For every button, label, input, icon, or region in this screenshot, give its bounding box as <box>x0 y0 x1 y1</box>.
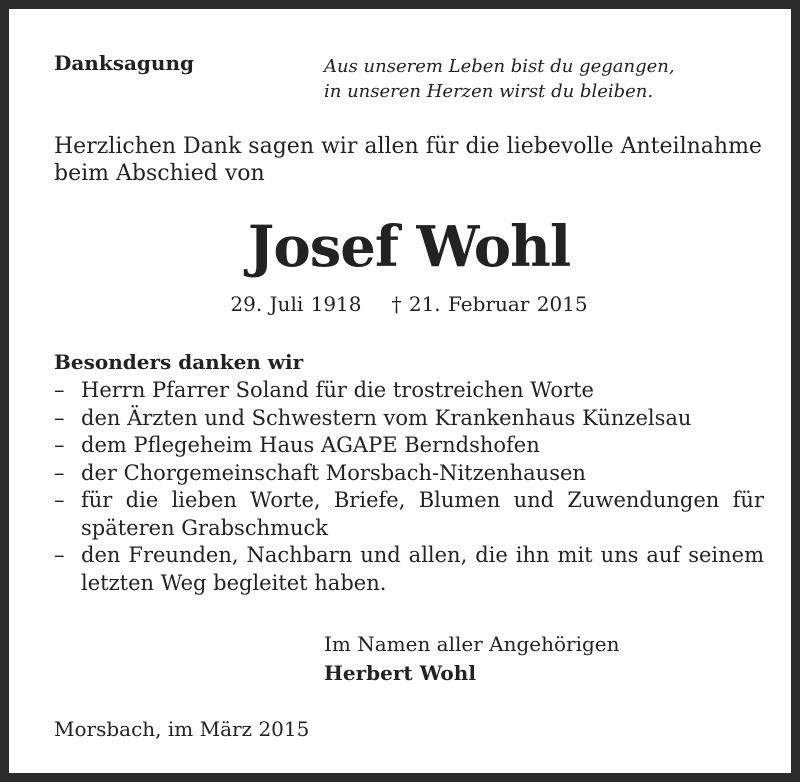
dash-marker: – <box>54 378 65 402</box>
life-dates <box>9 292 800 316</box>
motto-line: in unseren Herzen wirst du bleiben. <box>324 81 654 102</box>
thanks-title: Besonders danken wir <box>54 350 304 374</box>
list-item: – für die lieben Worte, Briefe, Blumen und Zuwendungen für späteren Grabschmuck <box>54 488 764 540</box>
list-item: – den Freunden, Nachbarn und allen, die ihn mit uns auf seinem letzten Weg begleitet haben. <box>54 543 764 595</box>
list-item: – den Ärzten und Schwestern vom Krankenhaus Künzelsau <box>54 405 764 433</box>
dash-marker: – <box>54 433 65 457</box>
dash-marker: – <box>54 460 65 485</box>
signer-name: Herbert Wohl <box>324 661 476 685</box>
intro-line: beim Abschied von <box>54 161 265 186</box>
birth-date: 29. Juli 1918 <box>230 292 362 316</box>
deceased-name: Josef Wohl <box>247 214 571 280</box>
motto-line: Aus unserem Leben bist du gegangen, <box>324 56 675 77</box>
signoff-text: Im Namen aller Angehörigen <box>324 632 620 656</box>
list-item: – dem Pflegeheim Haus AGAPE Berndshofen <box>54 432 764 460</box>
dash-marker: – <box>54 405 65 430</box>
notice-heading: Danksagung <box>54 51 194 75</box>
intro-line: Herzlichen Dank sagen wir allen für die liebevolle Anteilnahme <box>54 134 762 159</box>
dash-marker: – <box>54 543 65 567</box>
thanks-list <box>54 377 764 597</box>
dash-marker: – <box>54 488 65 512</box>
intro-text <box>54 133 762 187</box>
list-item: – Herrn Pfarrer Soland für die trostreichen Worte <box>54 377 764 405</box>
death-date: † 21. Februar 2015 <box>391 292 588 316</box>
signature-block <box>324 630 620 688</box>
place-date: Morsbach, im März 2015 <box>54 717 310 741</box>
motto <box>324 54 675 104</box>
list-item: – der Chorgemeinschaft Morsbach-Nitzenhausen <box>54 460 764 488</box>
